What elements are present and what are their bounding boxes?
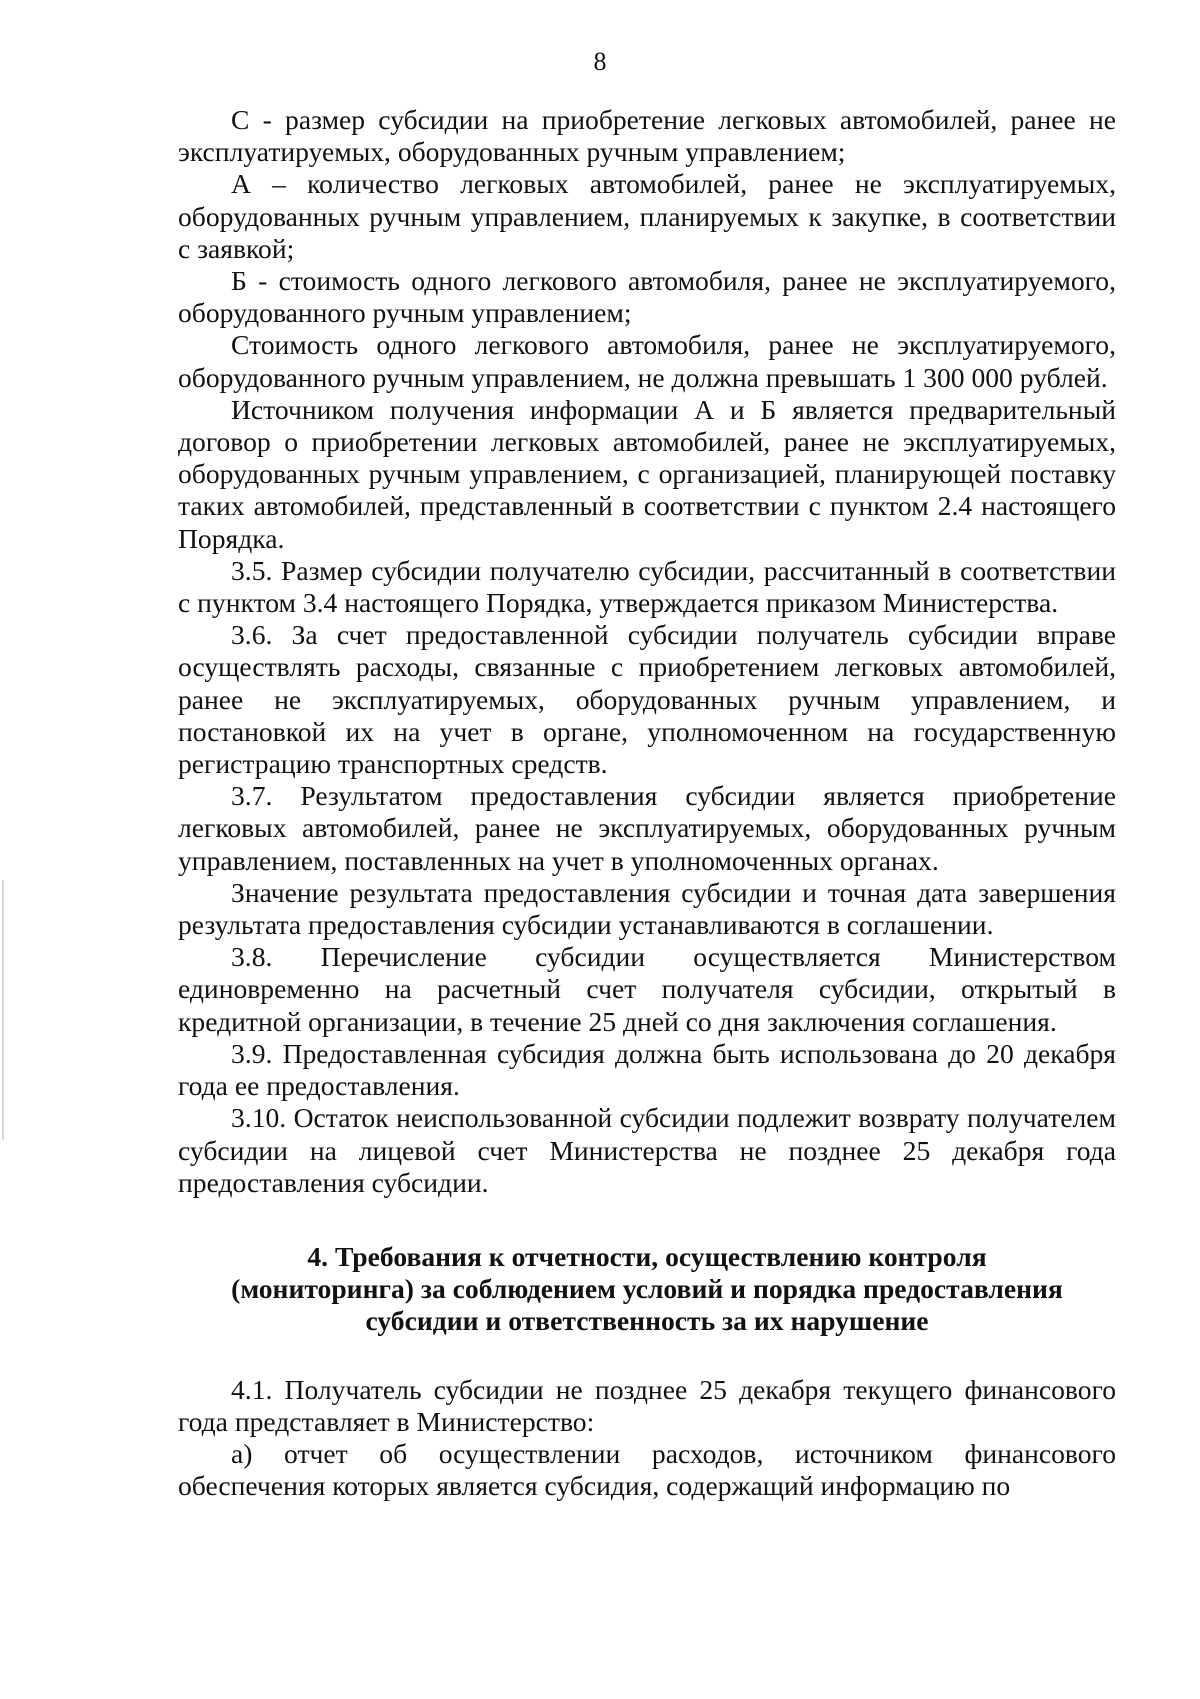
paragraph-price-limit: Стоимость одного легкового автомобиля, ранее не эксплуатируемого, оборудованного ручным управлением, не должна превышать 1 300 000 рублей. [178, 329, 1116, 393]
paragraph-4-1-a: а) отчет об осуществлении расходов, источником финансового обеспечения которых является субсидия, содержащий информацию по [178, 1437, 1116, 1502]
paragraph-b-definition: Б - стоимость одного легкового автомобиля, ранее не эксплуатируемого, оборудованного ручным управлением; [178, 265, 1116, 329]
section-heading-line: (мониторинга) за соблюдением условий и порядка предоставления [231, 1273, 1063, 1305]
paragraph-3-10: 3.10. Остаток неиспользованной субсидии подлежит возврату получателем субсидии на лицевой счет Министерства не позднее 25 декабря года предоставления субсидии. [178, 1102, 1116, 1198]
paragraph-4-1: 4.1. Получатель субсидии не позднее 25 декабря текущего финансового года представляет в Министерство: [178, 1373, 1116, 1437]
paragraph-3-5: 3.5. Размер субсидии получателю субсидии, рассчитанный в соответствии с пунктом 3.4 настоящего Порядка, утверждается приказом Министерства. [178, 554, 1116, 619]
paragraph-information-source: Источником получения информации А и Б является предварительный договор о приобретении легковых автомобилей, ранее не эксплуатируемых, оборудованных ручным управлением, с организацией, планирующей поставку таких автомобилей, представленный в соответствии с пунктом 2.4 настоящего Порядка. [178, 393, 1116, 554]
paragraph-3-6: 3.6. За счет предоставленной субсидии получатель субсидии вправе осуществлять расходы, связанные с приобретением легковых автомобилей, ранее не эксплуатируемых, оборудованных ручным управлением, и постановкой их на учет в органе, уполномоченном на государственную регистрацию транспортных средств. [178, 619, 1116, 780]
paragraph-3-9: 3.9. Предоставленная субсидия должна быть использована до 20 декабря года ее предоставления. [178, 1037, 1116, 1102]
paragraph-3-8: 3.8. Перечисление субсидии осуществляется Министерством единовременно на расчетный счет получателя субсидии, открытый в кредитной организации, в течение 25 дней со дня заключения соглашения. [178, 941, 1116, 1037]
paragraph-c-definition: С - размер субсидии на приобретение легковых автомобилей, ранее не эксплуатируемых, оборудованных ручным управлением; [178, 104, 1116, 168]
paragraph-result-value: Значение результата предоставления субсидии и точная дата завершения результата предоставления субсидии устанавливаются в соглашении. [178, 876, 1116, 941]
scan-margin-line [2, 880, 4, 1140]
section-4-heading [178, 1241, 1116, 1338]
page-number: 8 [593, 47, 607, 76]
paragraph-3-7: 3.7. Результатом предоставления субсидии является приобретение легковых автомобилей, ранее не эксплуатируемых, оборудованных ручным управлением, поставленных на учет в уполномоченных органах. [178, 780, 1116, 876]
section-heading-line: субсидии и ответственность за их нарушение [365, 1305, 929, 1337]
section-heading-line: 4. Требования к отчетности, осуществлению контроля [307, 1240, 987, 1272]
paragraph-a-definition: А – количество легковых автомобилей, ранее не эксплуатируемых, оборудованных ручным управлением, планируемых к закупке, в соответствии с заявкой; [178, 168, 1116, 264]
document-body [178, 104, 1116, 1502]
